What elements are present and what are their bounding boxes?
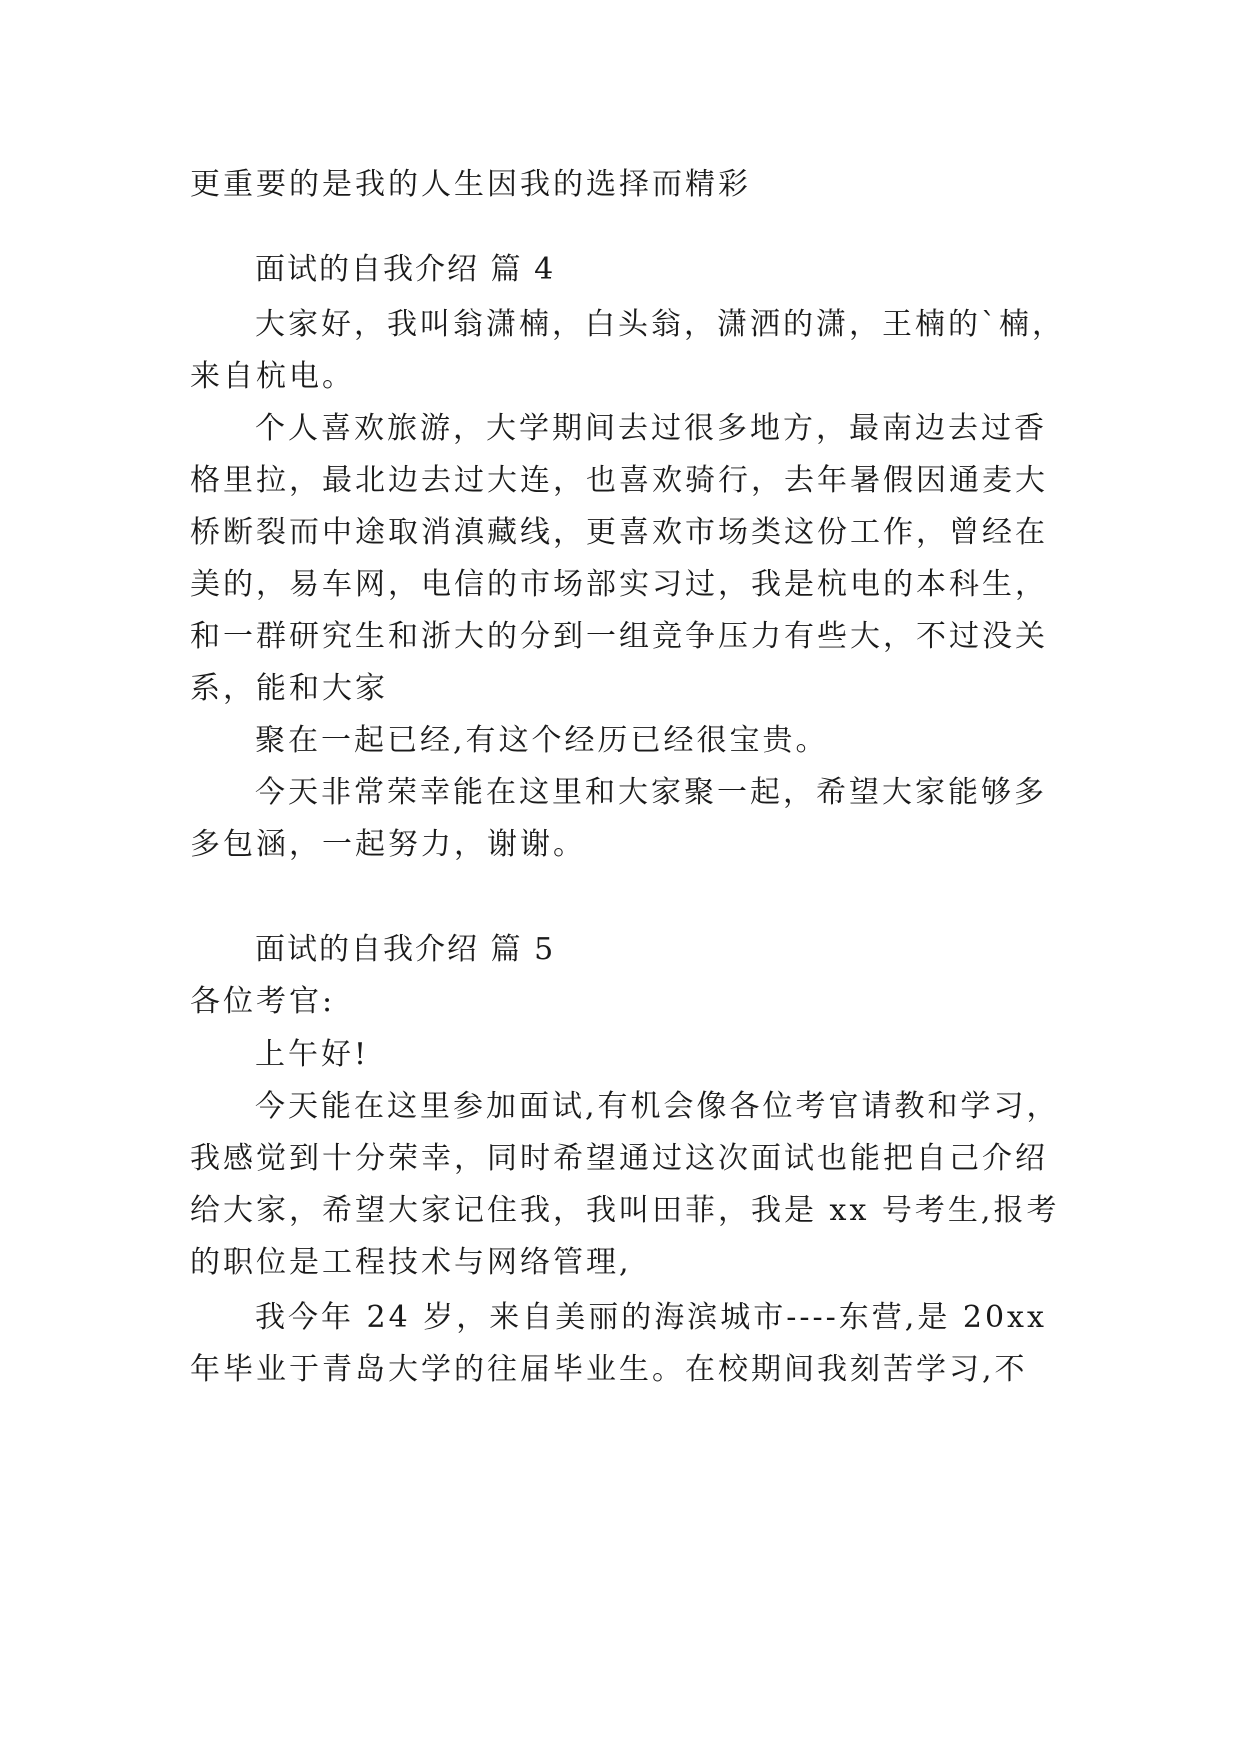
text-line: 桥断裂而中途取消滇藏线，更喜欢市场类这份工作，曾经在 (190, 515, 1048, 550)
text-line: 美的，易车网，电信的市场部实习过，我是杭电的本科生， (190, 567, 1048, 602)
section-heading: 面试的自我介绍 篇 5 (255, 932, 556, 967)
text-line: 今天能在这里参加面试,有机会像各位考官请教和学习， (255, 1089, 1060, 1124)
text-line: 大家好，我叫翁潇楠，白头翁，潇洒的潇，王楠的`楠， (255, 307, 1065, 342)
text-line: 给大家，希望大家记住我，我叫田菲，我是 xx 号考生,报考 (190, 1193, 1060, 1228)
text-line: 上午好! (255, 1037, 370, 1072)
text-line: 多包涵，一起努力，谢谢。 (190, 827, 586, 862)
text-line: 和一群研究生和浙大的分到一组竞争压力有些大，不过没关 (190, 619, 1048, 654)
text-line: 今天非常荣幸能在这里和大家聚一起，希望大家能够多 (255, 775, 1047, 810)
text-line: 我感觉到十分荣幸，同时希望通过这次面试也能把自己介绍 (190, 1141, 1048, 1176)
text-line: 个人喜欢旅游，大学期间去过很多地方，最南边去过香 (255, 411, 1047, 446)
text-line: 年毕业于青岛大学的往届毕业生。在校期间我刻苦学习,不 (190, 1352, 1028, 1387)
text-line: 格里拉，最北边去过大连，也喜欢骑行，去年暑假因通麦大 (190, 463, 1048, 498)
text-line: 更重要的是我的人生因我的选择而精彩 (190, 167, 751, 202)
text-line: 我今年 24 岁，来自美丽的海滨城市----东营,是 20xx (255, 1300, 1047, 1335)
section-heading: 面试的自我介绍 篇 4 (255, 252, 556, 287)
text-line: 的职位是工程技术与网络管理, (190, 1245, 632, 1280)
text-line: 各位考官: (190, 984, 336, 1019)
text-line: 聚在一起已经,有这个经历已经很宝贵。 (255, 723, 829, 758)
text-line: 来自杭电。 (190, 359, 355, 394)
text-line: 系，能和大家 (190, 671, 388, 706)
